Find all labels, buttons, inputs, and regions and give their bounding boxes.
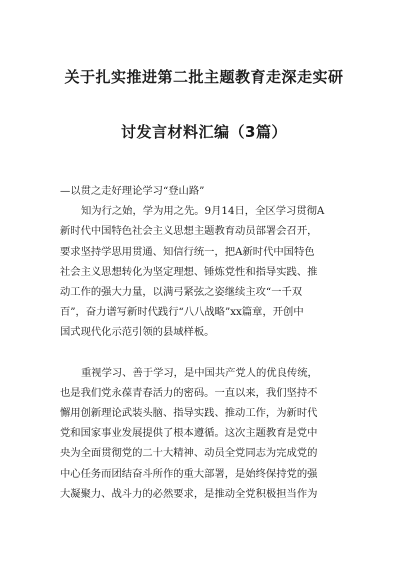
paragraph-line: 百”，奋力谱写新时代践行“八八战略”xx篇章，开创中: [60, 306, 304, 319]
paragraph-line: 重视学习、善于学习，是中国共产党人的优良传统，: [81, 366, 318, 379]
paragraph-line: 党和国家事业发展提供了根本遵循。这次主题教育是党中: [60, 427, 318, 440]
paragraph-2: [60, 363, 358, 504]
paragraph-line: 要求坚持学思用贯通、知信行统一，把A新时代中国特色: [60, 245, 315, 258]
document-title-line-2: 讨发言材料汇编（3篇）: [121, 123, 287, 141]
paragraph-line: 大凝聚力、战斗力的必然要求，是推动全党积极担当作为: [60, 487, 318, 500]
paragraph-line: 央为全面贯彻党的二十大精神、动员全党同志为完成党的: [60, 447, 318, 460]
paragraph-line: 中心任务而团结奋斗所作的重大部署，是始终保持党的强: [60, 467, 318, 480]
paragraph-line: 动工作的强大力量，以满弓紧弦之姿继续主攻“一千双: [60, 286, 303, 299]
subheading: —以贯之走好理论学习“登山路”: [60, 185, 205, 197]
paragraph-line: 新时代中国特色社会主义思想主题教育动员部署会召开，: [60, 225, 318, 238]
paragraph-spacer: [60, 343, 358, 363]
paragraph-line: 社会主义思想转化为坚定理想、锤炼党性和指导实践、推: [60, 265, 318, 278]
paragraph-line: 国式现代化示范引领的县域样板。: [60, 326, 215, 339]
paragraph-line: 懈用创新理论武装头脑、指导实践、推动工作，为新时代: [60, 407, 318, 420]
document-title-line-1: 关于扎实推进第二批主题教育走深走实研: [64, 68, 344, 86]
paragraph-1: [60, 201, 358, 342]
document-body: [60, 181, 358, 504]
paragraph-line: 知为行之始，学为用之先。9月14日，全区学习贯彻A: [81, 205, 325, 218]
paragraph-line: 也是我们党永葆青春活力的密码。一直以来，我们坚持不: [60, 386, 318, 399]
